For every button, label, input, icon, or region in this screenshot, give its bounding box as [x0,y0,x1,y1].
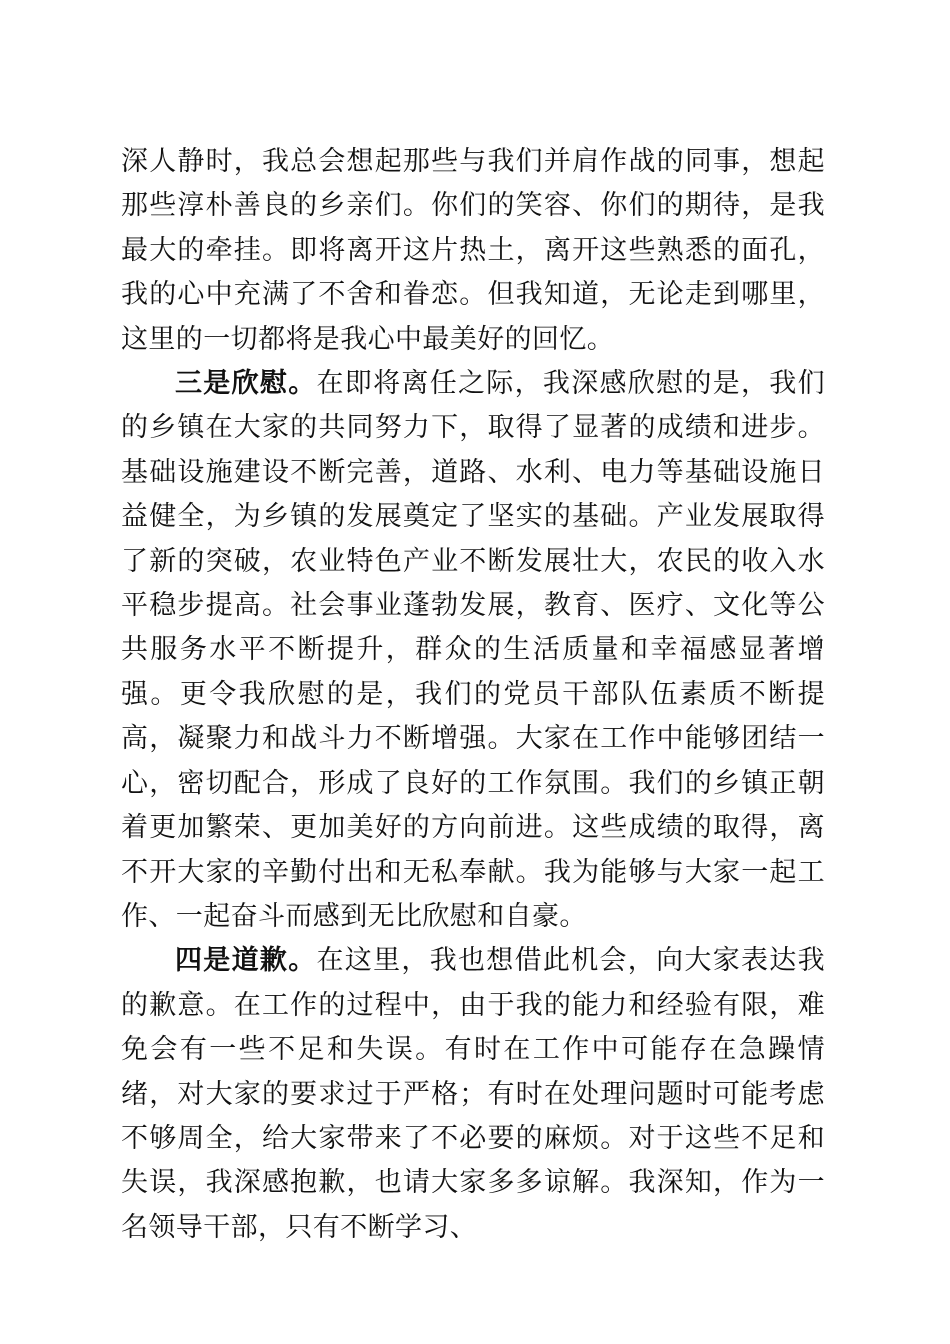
paragraph-lead-heading: 四是道歉。 [175,945,317,977]
paragraph-continuation [121,140,825,362]
body-text [121,140,825,1250]
paragraph-apology [121,939,825,1250]
paragraph-text: 在即将离任之际，我深感欣慰的是，我们的乡镇在大家的共同努力下，取得了显著的成绩和进步。基础设施建设不断完善，道路、水利、电力等基础设施日益健全，为乡镇的发展奠定了坚实的基础。产业发展取得了新的突破，农业特色产业不断发展壮大，农民的收入水平稳步提高。社会事业蓬勃发展，教育、医疗、文化等公共服务水平不断提升，群众的生活质量和幸福感显著增强。更令我欣慰的是，我们的党员干部队伍素质不断提高，凝聚力和战斗力不断增强。大家在工作中能够团结一心，密切配合，形成了良好的工作氛围。我们的乡镇正朝着更加繁荣、更加美好的方向前进。这些成绩的取得，离不开大家的辛勤付出和无私奉献。我为能够与大家一起工作、一起奋斗而感到无比欣慰和自豪。 [121,368,825,932]
paragraph-text: 在这里，我也想借此机会，向大家表达我的歉意。在工作的过程中，由于我的能力和经验有限，难免会有一些不足和失误。有时在工作中可能存在急躁情绪，对大家的要求过于严格；有时在处理问题时可能考虑不够周全，给大家带来了不必要的麻烦。对于这些不足和失误，我深感抱歉，也请大家多多谅解。我深知，作为一名领导干部，只有不断学习、 [121,945,825,1243]
paragraph-lead-heading: 三是欣慰。 [175,368,317,400]
paragraph-relief [121,362,825,939]
paragraph-text: 深人静时，我总会想起那些与我们并肩作战的同事，想起那些淳朴善良的乡亲们。你们的笑容、你们的期待，是我最大的牵挂。即将离开这片热土，离开这些熟悉的面孔，我的心中充满了不舍和眷恋。但我知道，无论走到哪里，这里的一切都将是我心中最美好的回忆。 [121,146,825,355]
